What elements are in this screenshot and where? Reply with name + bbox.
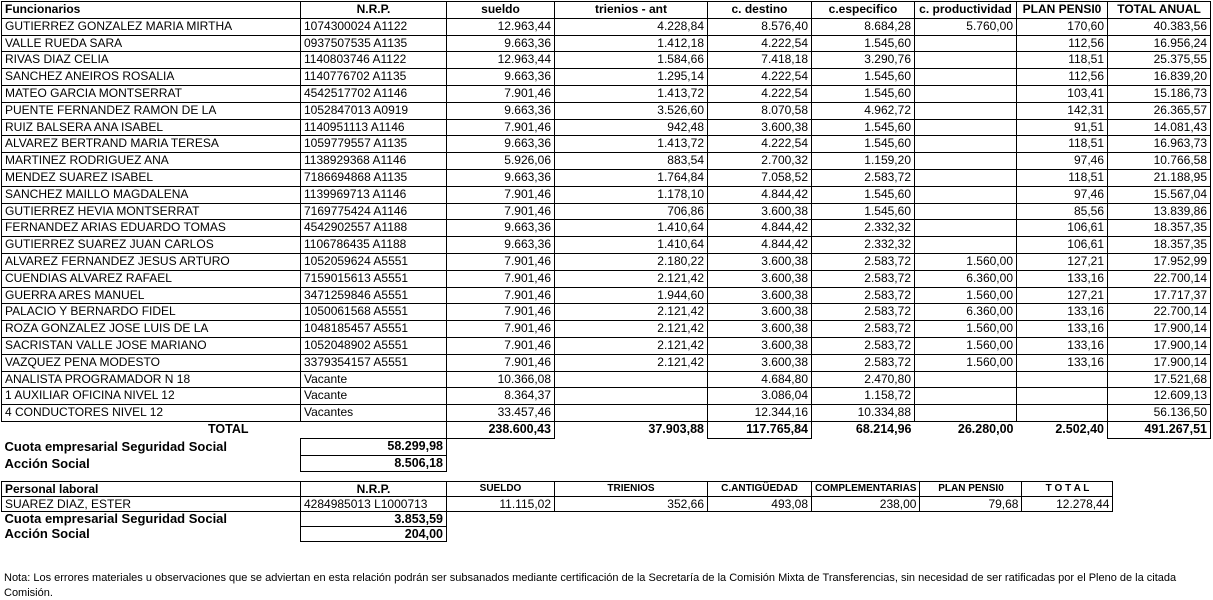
cell-productividad (915, 119, 1017, 136)
cell-name: FERNANDEZ ARIAS EDUARDO TOMAS (2, 220, 301, 237)
cell-trienios: 1.410,64 (555, 237, 708, 254)
cell-nrp: 1052847013 A0919 (301, 102, 447, 119)
cell-productividad (915, 136, 1017, 153)
personal-laboral-table (1, 481, 1113, 542)
cell-sueldo: 7.901,46 (447, 253, 555, 270)
laboral-accion-social-row (2, 527, 1113, 542)
cell-sueldo: 7.901,46 (447, 337, 555, 354)
table-row (2, 337, 1211, 354)
cell-trienios: 1.413,72 (555, 136, 708, 153)
cell-productividad (915, 371, 1017, 388)
cell-destino: 4.684,80 (708, 371, 812, 388)
cell-especifico: 1.158,72 (812, 388, 915, 405)
laboral-nrp: 4284985013 L1000713 (301, 497, 447, 512)
cell-nrp: 1139969713 A1146 (301, 186, 447, 203)
cell-total-anual: 13.839,86 (1108, 203, 1211, 220)
cell-destino: 3.600,38 (708, 253, 812, 270)
cell-plan-pensiones (1017, 371, 1108, 388)
cuota-value: 58.299,98 (301, 438, 447, 455)
table-row (2, 388, 1211, 405)
cell-destino: 7.418,18 (708, 52, 812, 69)
cell-destino: 2.700,32 (708, 153, 812, 170)
total-especifico: 68.214,96 (855, 422, 912, 437)
cell-destino: 3.600,38 (708, 321, 812, 338)
cell-especifico: 1.545,60 (812, 85, 915, 102)
laboral-header-plan-pensiones: PLAN PENSI0 (920, 482, 1022, 497)
cell-destino: 7.058,52 (708, 169, 812, 186)
cell-total-anual: 21.188,95 (1108, 169, 1211, 186)
cell-destino: 4.844,42 (708, 237, 812, 254)
cell-destino: 3.600,38 (708, 304, 812, 321)
cell-nrp: 1140951113 A1146 (301, 119, 447, 136)
cell-nrp: 7159015613 A5551 (301, 270, 447, 287)
cell-productividad: 1.560,00 (915, 321, 1017, 338)
cell-destino: 4.222,54 (708, 69, 812, 86)
cell-destino: 3.600,38 (708, 270, 812, 287)
cell-productividad: 5.760,00 (915, 18, 1017, 35)
laboral-antiguedad: 493,08 (708, 497, 812, 512)
cell-sueldo: 9.663,36 (447, 35, 555, 52)
cell-nrp: 3379354157 A5551 (301, 354, 447, 371)
table-row (2, 153, 1211, 170)
cell-total-anual: 56.136,50 (1108, 405, 1211, 422)
cell-destino: 3.086,04 (708, 388, 812, 405)
cell-total-anual: 12.609,13 (1108, 388, 1211, 405)
cell-destino: 4.222,54 (708, 85, 812, 102)
cell-name: MENDEZ SUAREZ ISABEL (2, 169, 301, 186)
cell-total-anual: 22.700,14 (1108, 304, 1211, 321)
accion-social-value: 8.506,18 (301, 455, 447, 472)
cell-total-anual: 25.375,55 (1108, 52, 1211, 69)
cell-destino: 4.222,54 (708, 136, 812, 153)
cell-especifico: 2.583,72 (812, 287, 915, 304)
cell-name: GUTIERREZ HEVIA MONTSERRAT (2, 203, 301, 220)
cell-trienios: 2.121,42 (555, 304, 708, 321)
cell-name: SACRISTAN VALLE JOSE MARIANO (2, 337, 301, 354)
laboral-header-personal: Personal laboral (2, 482, 301, 497)
cell-plan-pensiones: 112,56 (1017, 35, 1108, 52)
header-trienios: trienios - ant (555, 2, 708, 19)
cell-especifico: 2.583,72 (812, 321, 915, 338)
cell-nrp: 0937507535 A1135 (301, 35, 447, 52)
table-row (2, 136, 1211, 153)
table-row (2, 18, 1211, 35)
cell-nrp: 4542517702 A1146 (301, 85, 447, 102)
cell-name: 1 AUXILIAR OFICINA NIVEL 12 (2, 388, 301, 405)
cell-nrp: 1059779557 A1135 (301, 136, 447, 153)
cell-especifico: 1.159,20 (812, 153, 915, 170)
header-destino: c. destino (708, 2, 812, 19)
cell-productividad: 1.560,00 (915, 337, 1017, 354)
cell-plan-pensiones: 91,51 (1017, 119, 1108, 136)
cell-plan-pensiones (1017, 388, 1108, 405)
cell-plan-pensiones: 133,16 (1017, 270, 1108, 287)
cell-especifico: 1.545,60 (812, 136, 915, 153)
header-total-anual: TOTAL ANUAL (1108, 2, 1211, 19)
table-row (2, 169, 1211, 186)
laboral-name: SUAREZ DIAZ, ESTER (2, 497, 301, 512)
cell-especifico: 8.684,28 (812, 18, 915, 35)
cell-total-anual: 22.700,14 (1108, 270, 1211, 287)
cell-especifico: 1.545,60 (812, 119, 915, 136)
cell-total-anual: 17.717,37 (1108, 287, 1211, 304)
cell-name: PUENTE FERNANDEZ RAMON DE LA (2, 102, 301, 119)
cell-sueldo: 9.663,36 (447, 102, 555, 119)
cell-name: MARTINEZ RODRIGUEZ ANA (2, 153, 301, 170)
cell-plan-pensiones: 127,21 (1017, 253, 1108, 270)
header-plan-pensiones: PLAN PENSI0 (1017, 2, 1108, 19)
cell-plan-pensiones: 127,21 (1017, 287, 1108, 304)
cell-nrp: 1140776702 A1135 (301, 69, 447, 86)
cell-especifico: 2.583,72 (812, 354, 915, 371)
cell-trienios: 3.526,60 (555, 102, 708, 119)
cell-trienios (555, 388, 708, 405)
cell-plan-pensiones: 142,31 (1017, 102, 1108, 119)
cell-name: ALVAREZ FERNANDEZ JESUS ARTURO (2, 253, 301, 270)
cell-destino: 4.222,54 (708, 35, 812, 52)
cell-trienios: 883,54 (555, 153, 708, 170)
laboral-trienios: 352,66 (555, 497, 708, 512)
laboral-header-complementarias: COMPLEMENTARIAS (812, 482, 920, 497)
laboral-header-nrp: N.R.P. (301, 482, 447, 497)
cell-productividad (915, 388, 1017, 405)
header-especifico: c.especifico (812, 2, 915, 19)
cell-name: VALLE RUEDA SARA (2, 35, 301, 52)
laboral-header-row (2, 482, 1113, 497)
cell-plan-pensiones: 118,51 (1017, 169, 1108, 186)
cell-especifico: 4.962,72 (812, 102, 915, 119)
cell-name: GUTIERREZ GONZALEZ MARIA MIRTHA (2, 18, 301, 35)
cell-trienios: 1.295,14 (555, 69, 708, 86)
cell-total-anual: 40.383,56 (1108, 18, 1211, 35)
cell-especifico: 2.583,72 (812, 169, 915, 186)
cell-total-anual: 14.081,43 (1108, 119, 1211, 136)
header-nrp: N.R.P. (301, 2, 447, 19)
cell-plan-pensiones: 103,41 (1017, 85, 1108, 102)
cell-trienios: 942,48 (555, 119, 708, 136)
cell-sueldo: 12.963,44 (447, 18, 555, 35)
total-label: TOTAL (207, 422, 249, 437)
cell-productividad (915, 220, 1017, 237)
cell-especifico: 2.332,32 (812, 220, 915, 237)
cell-nrp: Vacantes (301, 405, 447, 422)
laboral-sueldo: 11.115,02 (447, 497, 555, 512)
cell-sueldo: 9.663,36 (447, 69, 555, 86)
cell-nrp: 1138929368 A1146 (301, 153, 447, 170)
cell-name: ALVAREZ BERTRAND MARIA TERESA (2, 136, 301, 153)
cell-destino: 12.344,16 (708, 405, 812, 422)
cell-nrp: 3471259846 A5551 (301, 287, 447, 304)
table-row (2, 270, 1211, 287)
laboral-row (2, 497, 1113, 512)
cell-plan-pensiones: 133,16 (1017, 321, 1108, 338)
cell-especifico: 1.545,60 (812, 203, 915, 220)
cell-trienios: 1.584,66 (555, 52, 708, 69)
cell-sueldo: 7.901,46 (447, 321, 555, 338)
cell-sueldo: 7.901,46 (447, 85, 555, 102)
cell-nrp: 1074300024 A1122 (301, 18, 447, 35)
cell-especifico: 1.545,60 (812, 35, 915, 52)
cell-productividad: 6.360,00 (915, 270, 1017, 287)
cell-plan-pensiones: 133,16 (1017, 304, 1108, 321)
cell-nrp: Vacante (301, 371, 447, 388)
cell-sueldo: 5.926,06 (447, 153, 555, 170)
table-row (2, 354, 1211, 371)
cuota-row (2, 438, 1211, 455)
header-funcionarios: Funcionarios (2, 2, 301, 19)
cell-trienios: 4.228,84 (555, 18, 708, 35)
cell-nrp: 1106786435 A1188 (301, 237, 447, 254)
cell-trienios: 1.410,64 (555, 220, 708, 237)
cell-especifico: 1.545,60 (812, 69, 915, 86)
cell-plan-pensiones: 112,56 (1017, 69, 1108, 86)
laboral-header-total: T O T A L (1022, 482, 1113, 497)
laboral-accion-social-label: Acción Social (4, 526, 90, 541)
total-plan-pensiones: 2.502,40 (1055, 422, 1104, 437)
cell-productividad: 1.560,00 (915, 354, 1017, 371)
header-productividad: c. productividad (915, 2, 1017, 19)
accion-social-row (2, 455, 1211, 472)
cell-especifico: 2.583,72 (812, 270, 915, 287)
table-row (2, 35, 1211, 52)
table-row (2, 85, 1211, 102)
cell-especifico: 1.545,60 (812, 186, 915, 203)
cell-sueldo: 12.963,44 (447, 52, 555, 69)
cell-productividad: 6.360,00 (915, 304, 1017, 321)
cell-total-anual: 15.567,04 (1108, 186, 1211, 203)
cell-trienios: 1.178,10 (555, 186, 708, 203)
cell-sueldo: 7.901,46 (447, 354, 555, 371)
laboral-cuota-label: Cuota empresarial Seguridad Social (4, 511, 228, 527)
cell-destino: 4.844,42 (708, 220, 812, 237)
cell-trienios: 2.121,42 (555, 354, 708, 371)
cell-productividad (915, 35, 1017, 52)
header-sueldo: sueldo (447, 2, 555, 19)
total-sueldo: 238.600,43 (447, 421, 555, 438)
table-row (2, 371, 1211, 388)
table-row (2, 220, 1211, 237)
total-trienios: 37.903,88 (648, 422, 704, 437)
cell-sueldo: 7.901,46 (447, 119, 555, 136)
table-row (2, 304, 1211, 321)
cell-sueldo: 9.663,36 (447, 220, 555, 237)
cell-destino: 8.576,40 (708, 18, 812, 35)
cell-productividad (915, 153, 1017, 170)
cell-total-anual: 17.900,14 (1108, 354, 1211, 371)
table-row (2, 321, 1211, 338)
cell-productividad: 1.560,00 (915, 253, 1017, 270)
cell-plan-pensiones: 133,16 (1017, 337, 1108, 354)
table-row (2, 186, 1211, 203)
cell-total-anual: 17.521,68 (1108, 371, 1211, 388)
laboral-header-sueldo: SUELDO (447, 482, 555, 497)
cuota-label: Cuota empresarial Seguridad Social (4, 438, 228, 454)
laboral-header-trienios: TRIENIOS (555, 482, 708, 497)
cell-trienios (555, 371, 708, 388)
cell-productividad (915, 85, 1017, 102)
cell-destino: 3.600,38 (708, 203, 812, 220)
funcionarios-header-row (2, 2, 1211, 19)
laboral-header-antiguedad: C.ANTIGÜEDAD (708, 482, 812, 497)
cell-destino: 8.070,58 (708, 102, 812, 119)
cell-plan-pensiones: 106,61 (1017, 237, 1108, 254)
cell-plan-pensiones: 133,16 (1017, 354, 1108, 371)
cell-especifico: 2.332,32 (812, 237, 915, 254)
cell-especifico: 2.470,80 (812, 371, 915, 388)
accion-social-label: Acción Social (4, 455, 90, 471)
funcionarios-body (2, 18, 1211, 421)
cell-total-anual: 17.900,14 (1108, 337, 1211, 354)
cell-name: RUIZ BALSERA ANA ISABEL (2, 119, 301, 136)
laboral-cuota-value: 3.853,59 (301, 512, 447, 527)
total-anual: 491.267,51 (1108, 421, 1211, 438)
cell-sueldo: 8.364,37 (447, 388, 555, 405)
cell-sueldo: 10.366,08 (447, 371, 555, 388)
cell-name: ROZA GONZALEZ JOSE LUIS DE LA (2, 321, 301, 338)
cell-nrp: 7186694868 A1135 (301, 169, 447, 186)
cell-name: RIVAS DIAZ CELIA (2, 52, 301, 69)
cell-trienios: 706,86 (555, 203, 708, 220)
cell-destino: 3.600,38 (708, 337, 812, 354)
table-row (2, 102, 1211, 119)
cell-especifico: 2.583,72 (812, 337, 915, 354)
cell-nrp: 4542902557 A1188 (301, 220, 447, 237)
cell-name: 4 CONDUCTORES NIVEL 12 (2, 405, 301, 422)
cell-especifico: 10.334,88 (812, 405, 915, 422)
cell-trienios: 2.121,42 (555, 337, 708, 354)
cell-plan-pensiones: 118,51 (1017, 52, 1108, 69)
cell-name: SANCHEZ MAILLO MAGDALENA (2, 186, 301, 203)
table-row (2, 69, 1211, 86)
cell-plan-pensiones: 85,56 (1017, 203, 1108, 220)
cell-total-anual: 18.357,35 (1108, 220, 1211, 237)
cell-name: GUTIERREZ SUAREZ JUAN CARLOS (2, 237, 301, 254)
cell-name: GUERRA ARES MANUEL (2, 287, 301, 304)
cell-name: PALACIO Y BERNARDO FIDEL (2, 304, 301, 321)
cell-nrp: 1048185457 A5551 (301, 321, 447, 338)
cell-nrp: 1050061568 A5551 (301, 304, 447, 321)
cell-trienios: 1.413,72 (555, 85, 708, 102)
footnote: Nota: Los errores materiales u observaciones que se adviertan en esta relación podrán ser subsanados mediante certificación de la Secretaría de la Comisión Mixta de Transferencias, sin necesidad de ser ratificadas por el Pleno de la citada Comisión. (4, 572, 1177, 599)
cell-trienios: 2.180,22 (555, 253, 708, 270)
table-row (2, 119, 1211, 136)
cell-sueldo: 7.901,46 (447, 270, 555, 287)
cell-sueldo: 33.457,46 (447, 405, 555, 422)
cell-productividad (915, 52, 1017, 69)
table-row (2, 253, 1211, 270)
cell-productividad (915, 102, 1017, 119)
cell-name: VAZQUEZ PENA MODESTO (2, 354, 301, 371)
cell-productividad (915, 203, 1017, 220)
cell-sueldo: 7.901,46 (447, 186, 555, 203)
cell-plan-pensiones: 97,46 (1017, 153, 1108, 170)
cell-nrp: 1052059624 A5551 (301, 253, 447, 270)
cell-plan-pensiones: 170,60 (1017, 18, 1108, 35)
cell-especifico: 2.583,72 (812, 304, 915, 321)
cell-destino: 3.600,38 (708, 354, 812, 371)
cell-plan-pensiones: 118,51 (1017, 136, 1108, 153)
total-destino: 117.765,84 (708, 421, 812, 438)
cell-productividad (915, 186, 1017, 203)
cell-sueldo: 9.663,36 (447, 136, 555, 153)
table-row (2, 52, 1211, 69)
cell-destino: 4.844,42 (708, 186, 812, 203)
funcionarios-table (1, 1, 1211, 472)
cell-name: CUENDIAS ALVAREZ RAFAEL (2, 270, 301, 287)
total-productividad: 26.280,00 (957, 422, 1014, 437)
cell-nrp: Vacante (301, 388, 447, 405)
cell-destino: 3.600,38 (708, 287, 812, 304)
cell-sueldo: 9.663,36 (447, 237, 555, 254)
cell-sueldo: 7.901,46 (447, 287, 555, 304)
cell-sueldo: 7.901,46 (447, 203, 555, 220)
cell-name: ANALISTA PROGRAMADOR N 18 (2, 371, 301, 388)
table-row (2, 237, 1211, 254)
cell-name: MATEO GARCIA MONTSERRAT (2, 85, 301, 102)
cell-especifico: 2.583,72 (812, 253, 915, 270)
cell-productividad (915, 237, 1017, 254)
cell-trienios (555, 405, 708, 422)
laboral-plan-pensiones: 79,68 (920, 497, 1022, 512)
cell-total-anual: 17.900,14 (1108, 321, 1211, 338)
cell-productividad (915, 69, 1017, 86)
cell-sueldo: 9.663,36 (447, 169, 555, 186)
cell-productividad (915, 405, 1017, 422)
cell-trienios: 1.944,60 (555, 287, 708, 304)
table-row (2, 203, 1211, 220)
laboral-cuota-row (2, 512, 1113, 527)
cell-especifico: 3.290,76 (812, 52, 915, 69)
cell-nrp: 1052048902 A5551 (301, 337, 447, 354)
cell-plan-pensiones: 97,46 (1017, 186, 1108, 203)
cell-total-anual: 16.956,24 (1108, 35, 1211, 52)
total-row (2, 421, 1211, 438)
cell-name: SANCHEZ ANEIROS ROSALIA (2, 69, 301, 86)
cell-productividad (915, 169, 1017, 186)
cell-trienios: 2.121,42 (555, 270, 708, 287)
laboral-accion-social-value: 204,00 (301, 527, 447, 542)
laboral-total: 12.278,44 (1022, 497, 1113, 512)
laboral-complementarias: 238,00 (812, 497, 920, 512)
cell-nrp: 7169775424 A1146 (301, 203, 447, 220)
cell-destino: 3.600,38 (708, 119, 812, 136)
cell-productividad: 1.560,00 (915, 287, 1017, 304)
cell-trienios: 2.121,42 (555, 321, 708, 338)
cell-trienios: 1.412,18 (555, 35, 708, 52)
cell-total-anual: 17.952,99 (1108, 253, 1211, 270)
cell-total-anual: 26.365,57 (1108, 102, 1211, 119)
cell-total-anual: 16.839,20 (1108, 69, 1211, 86)
cell-total-anual: 18.357,35 (1108, 237, 1211, 254)
cell-plan-pensiones (1017, 405, 1108, 422)
cell-nrp: 1140803746 A1122 (301, 52, 447, 69)
cell-plan-pensiones: 106,61 (1017, 220, 1108, 237)
cell-trienios: 1.764,84 (555, 169, 708, 186)
cell-sueldo: 7.901,46 (447, 304, 555, 321)
table-row (2, 287, 1211, 304)
cell-total-anual: 15.186,73 (1108, 85, 1211, 102)
table-row (2, 405, 1211, 422)
cell-total-anual: 10.766,58 (1108, 153, 1211, 170)
cell-total-anual: 16.963,73 (1108, 136, 1211, 153)
